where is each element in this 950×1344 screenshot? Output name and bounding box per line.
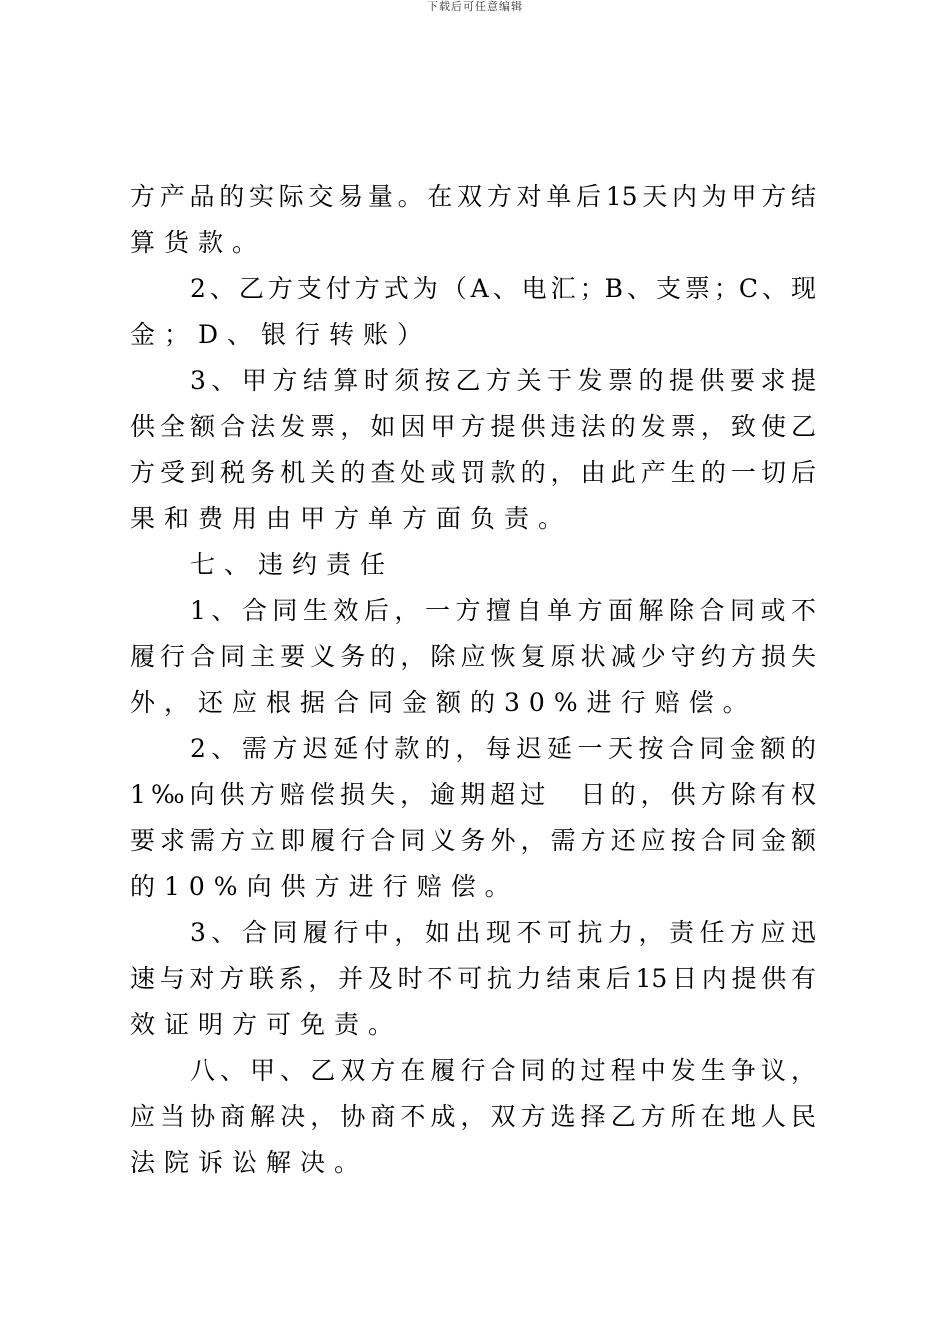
text-line: 2、需方迟延付款的，每迟延一天按合同金额的 (190, 734, 816, 763)
text-line: 3、甲方结算时须按乙方关于发票的提供要求提 (190, 366, 816, 395)
text-line: 要求需方立即履行合同义务外，需方还应按合同金额 (130, 826, 816, 855)
text-line: 果和费用由甲方单方面负责。 (130, 504, 573, 533)
text-line: 效证明方可免责。 (130, 1010, 403, 1039)
text-line: 速与对方联系，并及时不可抗力结束后15日内提供有 (130, 964, 816, 993)
text-line: 算货款。 (130, 228, 267, 257)
section-heading: 八、甲、乙双方在履行合同的过程中发生争议， (190, 1056, 816, 1085)
text-line: 法院诉讼解决。 (130, 1148, 369, 1177)
text-line: 应当协商解决，协商不成，双方选择乙方所在地人民 (130, 1102, 816, 1131)
text-line: 2、乙方支付方式为（A、电汇；B、支票；C、现 (190, 274, 816, 303)
text-line: 方受到税务机关的查处或罚款的，由此产生的一切后 (130, 458, 816, 487)
text-line: 的10%向供方进行赔偿。 (130, 872, 519, 901)
text-line: 1‰向供方赔偿损失，逾期超过 日的，供方除有权 (130, 780, 816, 809)
page-header-note: 下载后可任意编辑 (427, 0, 523, 13)
text-line: 方产品的实际交易量。在双方对单后15天内为甲方结 (130, 182, 816, 211)
text-line: 金；D、银行转账） (130, 320, 432, 349)
text-line: 1、合同生效后，一方擅自单方面解除合同或不 (190, 596, 816, 625)
document-body (130, 174, 816, 1186)
text-line: 3、合同履行中，如出现不可抗力，责任方应迅 (190, 918, 816, 947)
text-line: 履行合同主要义务的，除应恢复原状减少守约方损失 (130, 642, 816, 671)
text-line: 供全额合法发票，如因甲方提供违法的发票，致使乙 (130, 412, 816, 441)
section-heading: 七、违约责任 (190, 550, 395, 579)
text-line: 外，还应根据合同金额的30%进行赔偿。 (130, 688, 757, 717)
